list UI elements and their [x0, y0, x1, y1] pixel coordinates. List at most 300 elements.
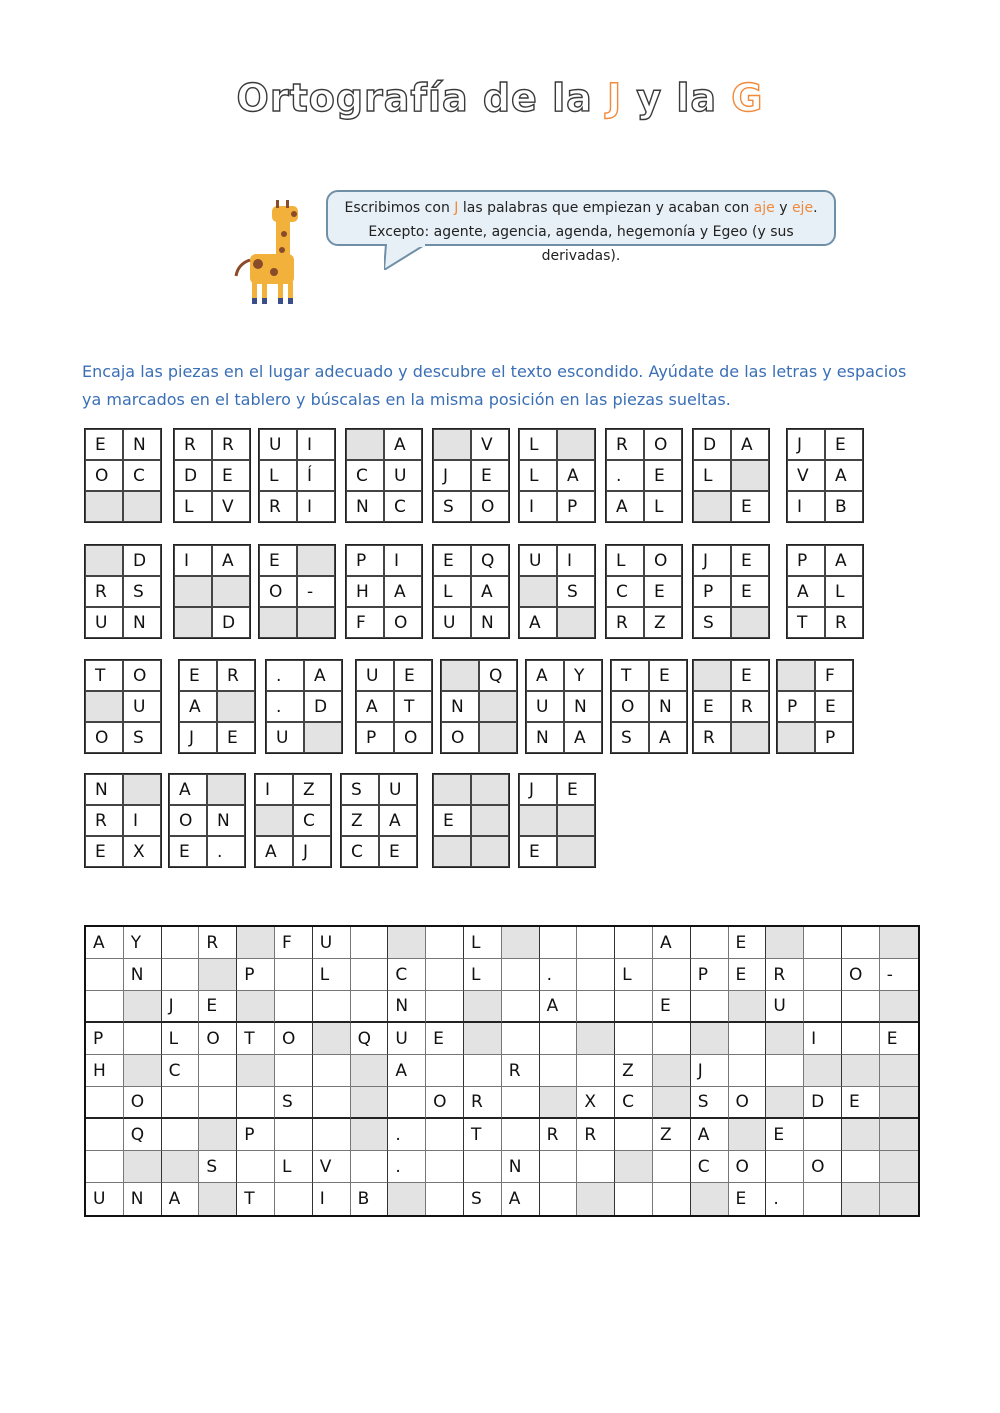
board-cell — [313, 1055, 351, 1087]
board-cell — [540, 1183, 578, 1215]
piece-cell: S — [693, 607, 731, 638]
board-cell — [388, 1183, 426, 1215]
puzzle-piece[interactable] — [518, 428, 596, 523]
board-cell — [615, 1023, 653, 1055]
board-cell — [426, 927, 464, 959]
board-cell: A — [502, 1183, 540, 1215]
puzzle-piece[interactable] — [84, 544, 162, 639]
piece-cell — [471, 774, 509, 805]
piece-cell: E — [731, 491, 769, 522]
board-cell — [162, 1087, 200, 1119]
board-cell — [124, 991, 162, 1023]
piece-cell: L — [693, 460, 731, 491]
puzzle-piece[interactable] — [525, 659, 603, 754]
piece-cell: A — [606, 491, 644, 522]
piece-cell: A — [304, 660, 342, 691]
piece-cell: R — [174, 429, 212, 460]
board-cell: J — [691, 1055, 729, 1087]
puzzle-piece[interactable] — [84, 659, 162, 754]
piece-cell: N — [471, 607, 509, 638]
board-cell — [464, 1055, 502, 1087]
piece-cell: O — [644, 429, 682, 460]
piece-cell: R — [693, 722, 731, 753]
piece-cell: U — [266, 722, 304, 753]
piece-cell: Z — [644, 607, 682, 638]
board-cell — [351, 959, 389, 991]
board-cell: L — [615, 959, 653, 991]
board-cell — [426, 1183, 464, 1215]
puzzle-piece[interactable] — [432, 773, 510, 868]
piece-cell: O — [394, 722, 432, 753]
board-cell — [199, 1183, 237, 1215]
piece-cell: L — [259, 460, 297, 491]
piece-cell: O — [441, 722, 479, 753]
puzzle-piece[interactable] — [254, 773, 332, 868]
board-cell: - — [880, 959, 918, 991]
board-cell: O — [842, 959, 880, 991]
puzzle-piece[interactable] — [345, 428, 423, 523]
board-cell: O — [426, 1087, 464, 1119]
piece-cell: L — [825, 576, 863, 607]
board-cell: I — [313, 1183, 351, 1215]
piece-cell: E — [557, 774, 595, 805]
board-cell — [842, 1055, 880, 1087]
board-cell: N — [124, 1183, 162, 1215]
board-cell — [124, 1055, 162, 1087]
board-cell — [540, 1087, 578, 1119]
board-cell: O — [124, 1087, 162, 1119]
piece-cell — [297, 607, 335, 638]
piece-cell: - — [297, 576, 335, 607]
board-cell: T — [464, 1119, 502, 1151]
board-cell — [880, 991, 918, 1023]
puzzle-piece[interactable] — [432, 544, 510, 639]
board-cell — [729, 1119, 767, 1151]
piece-cell: D — [693, 429, 731, 460]
board-cell: V — [313, 1151, 351, 1183]
piece-cell: D — [174, 460, 212, 491]
board-cell — [842, 1023, 880, 1055]
piece-cell: U — [85, 607, 123, 638]
piece-cell: V — [787, 460, 825, 491]
piece-cell: E — [825, 429, 863, 460]
board-cell — [880, 1151, 918, 1183]
board-cell — [880, 1087, 918, 1119]
piece-cell: N — [207, 805, 245, 836]
piece-cell — [441, 660, 479, 691]
piece-cell: E — [169, 836, 207, 867]
board-cell: S — [464, 1183, 502, 1215]
piece-cell: A — [179, 691, 217, 722]
piece-cell: D — [212, 607, 250, 638]
board-cell: Z — [615, 1055, 653, 1087]
board-cell — [502, 991, 540, 1023]
piece-cell: X — [123, 836, 161, 867]
piece-cell — [346, 429, 384, 460]
board-cell: Q — [351, 1023, 389, 1055]
piece-cell: O — [384, 607, 422, 638]
board-cell: C — [162, 1055, 200, 1087]
piece-cell: E — [644, 460, 682, 491]
piece-cell: E — [649, 660, 687, 691]
board-cell: R — [577, 1119, 615, 1151]
board-cell — [880, 927, 918, 959]
puzzle-piece[interactable] — [692, 659, 770, 754]
piece-cell: U — [379, 774, 417, 805]
piece-cell: I — [123, 805, 161, 836]
board-cell: O — [804, 1151, 842, 1183]
piece-cell: I — [787, 491, 825, 522]
piece-cell: L — [606, 545, 644, 576]
piece-cell: E — [394, 660, 432, 691]
piece-cell: J — [787, 429, 825, 460]
board-cell: E — [199, 991, 237, 1023]
piece-cell: S — [341, 774, 379, 805]
board-cell: A — [691, 1119, 729, 1151]
board-cell: . — [388, 1119, 426, 1151]
board-cell: . — [540, 959, 578, 991]
piece-cell: L — [519, 460, 557, 491]
board-cell — [653, 1055, 691, 1087]
piece-cell — [777, 660, 815, 691]
piece-cell — [557, 429, 595, 460]
piece-cell: . — [266, 691, 304, 722]
board-cell — [86, 991, 124, 1023]
piece-cell — [174, 607, 212, 638]
board-cell — [804, 927, 842, 959]
piece-cell: A — [379, 805, 417, 836]
piece-cell: E — [217, 722, 255, 753]
board-cell — [729, 1023, 767, 1055]
board-cell — [351, 1151, 389, 1183]
board-cell: Y — [124, 927, 162, 959]
speech-bubble-tail — [384, 244, 444, 270]
board-cell — [275, 959, 313, 991]
piece-cell: A — [526, 660, 564, 691]
piece-cell: E — [471, 460, 509, 491]
piece-cell — [85, 691, 123, 722]
piece-cell: Q — [479, 660, 517, 691]
board-cell — [842, 1151, 880, 1183]
board-cell — [351, 1055, 389, 1087]
piece-cell: U — [384, 460, 422, 491]
piece-cell: R — [217, 660, 255, 691]
board-cell: R — [464, 1087, 502, 1119]
puzzle-piece[interactable] — [692, 544, 770, 639]
piece-cell: P — [346, 545, 384, 576]
puzzle-piece[interactable] — [258, 428, 336, 523]
board-cell — [766, 927, 804, 959]
board-cell — [804, 1055, 842, 1087]
puzzle-piece[interactable] — [84, 428, 162, 523]
board-cell: O — [729, 1151, 767, 1183]
board-cell: A — [86, 927, 124, 959]
board-cell — [691, 1023, 729, 1055]
board-cell: E — [766, 1119, 804, 1151]
piece-cell: O — [259, 576, 297, 607]
puzzle-piece[interactable] — [605, 544, 683, 639]
piece-cell: I — [519, 491, 557, 522]
board-cell — [426, 959, 464, 991]
piece-cell: R — [212, 429, 250, 460]
piece-cell: Q — [471, 545, 509, 576]
piece-cell — [519, 576, 557, 607]
board-cell: . — [766, 1183, 804, 1215]
instructions-text: Encaja las piezas en el lugar adecuado y descubre el texto escondido. Ayúdate de las letras y espacios ya marcados en el tablero y búscalas en la misma posición en las piezas sueltas. — [82, 362, 907, 409]
board-cell — [502, 1087, 540, 1119]
piece-cell: E — [815, 691, 853, 722]
piece-cell: E — [731, 660, 769, 691]
board-cell — [540, 927, 578, 959]
puzzle-piece[interactable] — [340, 773, 418, 868]
piece-cell: C — [293, 805, 331, 836]
board-cell — [124, 1151, 162, 1183]
piece-cell: T — [394, 691, 432, 722]
board-cell: H — [86, 1055, 124, 1087]
piece-cell — [212, 576, 250, 607]
board-cell: X — [577, 1087, 615, 1119]
piece-cell: A — [825, 545, 863, 576]
piece-cell: A — [519, 607, 557, 638]
board-cell: N — [124, 959, 162, 991]
board-cell: J — [162, 991, 200, 1023]
piece-cell: R — [606, 429, 644, 460]
piece-cell: O — [85, 460, 123, 491]
puzzle-piece[interactable] — [355, 659, 433, 754]
board-cell — [577, 1023, 615, 1055]
board-cell: A — [540, 991, 578, 1023]
piece-cell: D — [123, 545, 161, 576]
board-cell: Z — [653, 1119, 691, 1151]
title-letter-g: G — [731, 76, 764, 120]
board-cell: Q — [124, 1119, 162, 1151]
board-cell: E — [729, 959, 767, 991]
puzzle-piece[interactable] — [173, 544, 251, 639]
board-cell — [464, 1151, 502, 1183]
board-cell — [540, 1151, 578, 1183]
board-cell — [502, 1119, 540, 1151]
board-cell — [577, 1055, 615, 1087]
board-cell — [162, 1119, 200, 1151]
board-cell: P — [86, 1023, 124, 1055]
piece-cell: E — [731, 545, 769, 576]
board-cell — [729, 1055, 767, 1087]
piece-cell: J — [179, 722, 217, 753]
board-cell: C — [615, 1087, 653, 1119]
piece-cell: E — [259, 545, 297, 576]
board-cell: T — [237, 1023, 275, 1055]
piece-cell — [207, 774, 245, 805]
board-cell — [124, 1023, 162, 1055]
board-cell: S — [691, 1087, 729, 1119]
board-cell — [313, 991, 351, 1023]
piece-cell — [85, 491, 123, 522]
board-cell — [577, 1151, 615, 1183]
board-cell — [540, 1023, 578, 1055]
piece-cell: D — [304, 691, 342, 722]
puzzle-piece[interactable] — [610, 659, 688, 754]
piece-cell — [471, 805, 509, 836]
board-cell — [426, 991, 464, 1023]
piece-cell: N — [649, 691, 687, 722]
board-cell — [388, 1087, 426, 1119]
board-cell — [615, 1119, 653, 1151]
board-cell — [162, 927, 200, 959]
puzzle-board — [84, 925, 920, 1217]
piece-cell: J — [519, 774, 557, 805]
board-cell — [313, 1023, 351, 1055]
piece-cell: O — [123, 660, 161, 691]
board-cell — [842, 927, 880, 959]
piece-cell: A — [825, 460, 863, 491]
piece-cell: E — [85, 429, 123, 460]
puzzle-piece[interactable] — [518, 773, 596, 868]
board-cell — [615, 927, 653, 959]
rule-line-1: Escribimos con J las palabras que empiezan y acaban con aje y eje. — [344, 200, 818, 216]
piece-cell: N — [346, 491, 384, 522]
board-cell: D — [804, 1087, 842, 1119]
piece-cell: C — [606, 576, 644, 607]
piece-cell: E — [179, 660, 217, 691]
board-cell — [804, 1119, 842, 1151]
puzzle-piece[interactable] — [776, 659, 854, 754]
piece-cell: L — [644, 491, 682, 522]
piece-cell: O — [644, 545, 682, 576]
piece-cell — [471, 836, 509, 867]
board-cell: O — [275, 1023, 313, 1055]
piece-cell — [433, 836, 471, 867]
board-cell — [86, 1151, 124, 1183]
board-cell — [577, 991, 615, 1023]
piece-cell — [479, 691, 517, 722]
piece-cell: P — [693, 576, 731, 607]
board-cell: O — [199, 1023, 237, 1055]
piece-cell: A — [384, 429, 422, 460]
piece-cell — [557, 805, 595, 836]
board-cell: . — [388, 1151, 426, 1183]
piece-cell: E — [644, 576, 682, 607]
board-cell: R — [502, 1055, 540, 1087]
puzzle-piece[interactable] — [168, 773, 246, 868]
piece-cell: P — [557, 491, 595, 522]
board-cell — [237, 1087, 275, 1119]
piece-cell: R — [731, 691, 769, 722]
piece-cell: Í — [297, 460, 335, 491]
board-cell — [199, 1087, 237, 1119]
piece-cell: Y — [564, 660, 602, 691]
piece-cell: A — [384, 576, 422, 607]
piece-cell: B — [825, 491, 863, 522]
piece-cell: E — [212, 460, 250, 491]
piece-cell: V — [471, 429, 509, 460]
board-cell — [199, 1119, 237, 1151]
puzzle-piece[interactable] — [173, 428, 251, 523]
piece-cell: P — [777, 691, 815, 722]
puzzle-piece[interactable] — [432, 428, 510, 523]
piece-cell: P — [815, 722, 853, 753]
piece-cell: S — [123, 576, 161, 607]
piece-cell: T — [787, 607, 825, 638]
piece-cell: E — [693, 691, 731, 722]
board-cell — [237, 991, 275, 1023]
piece-cell: U — [526, 691, 564, 722]
puzzle-piece[interactable] — [84, 773, 162, 868]
puzzle-piece[interactable] — [605, 428, 683, 523]
board-cell — [464, 1023, 502, 1055]
piece-cell: E — [85, 836, 123, 867]
piece-cell — [693, 660, 731, 691]
board-cell: E — [426, 1023, 464, 1055]
board-cell — [313, 1087, 351, 1119]
board-cell — [766, 1151, 804, 1183]
piece-cell: P — [787, 545, 825, 576]
piece-cell: C — [123, 460, 161, 491]
board-cell: B — [351, 1183, 389, 1215]
piece-cell: A — [787, 576, 825, 607]
piece-cell: E — [731, 576, 769, 607]
piece-cell: C — [384, 491, 422, 522]
piece-cell: J — [293, 836, 331, 867]
board-cell — [426, 1151, 464, 1183]
piece-cell: E — [433, 545, 471, 576]
board-cell: U — [388, 1023, 426, 1055]
puzzle-piece[interactable] — [786, 544, 864, 639]
piece-cell: L — [433, 576, 471, 607]
puzzle-piece[interactable] — [178, 659, 256, 754]
piece-cell: L — [174, 491, 212, 522]
piece-cell — [297, 545, 335, 576]
puzzle-piece[interactable] — [786, 428, 864, 523]
piece-cell: T — [85, 660, 123, 691]
piece-cell: I — [174, 545, 212, 576]
board-cell — [691, 1183, 729, 1215]
puzzle-piece[interactable] — [345, 544, 423, 639]
board-cell — [577, 927, 615, 959]
piece-cell — [777, 722, 815, 753]
board-cell — [86, 1119, 124, 1151]
puzzle-piece[interactable] — [440, 659, 518, 754]
piece-cell: U — [433, 607, 471, 638]
piece-cell: A — [649, 722, 687, 753]
piece-cell: R — [85, 805, 123, 836]
piece-cell — [479, 722, 517, 753]
piece-cell: Z — [293, 774, 331, 805]
board-cell — [653, 1023, 691, 1055]
piece-cell: S — [611, 722, 649, 753]
piece-cell: N — [441, 691, 479, 722]
piece-cell: U — [123, 691, 161, 722]
giraffe-illustration — [228, 198, 312, 306]
board-cell — [653, 1087, 691, 1119]
piece-cell — [693, 491, 731, 522]
page-title — [0, 76, 1000, 120]
board-cell: E — [880, 1023, 918, 1055]
piece-cell — [304, 722, 342, 753]
board-cell: A — [162, 1183, 200, 1215]
board-cell — [880, 1183, 918, 1215]
piece-cell: R — [85, 576, 123, 607]
piece-cell: P — [356, 722, 394, 753]
puzzle-piece[interactable] — [692, 428, 770, 523]
puzzle-piece[interactable] — [258, 544, 336, 639]
piece-cell: R — [259, 491, 297, 522]
puzzle-piece[interactable] — [265, 659, 343, 754]
board-cell: L — [275, 1151, 313, 1183]
piece-cell: R — [606, 607, 644, 638]
board-cell — [426, 1055, 464, 1087]
puzzle-piece[interactable] — [518, 544, 596, 639]
piece-cell: N — [123, 607, 161, 638]
